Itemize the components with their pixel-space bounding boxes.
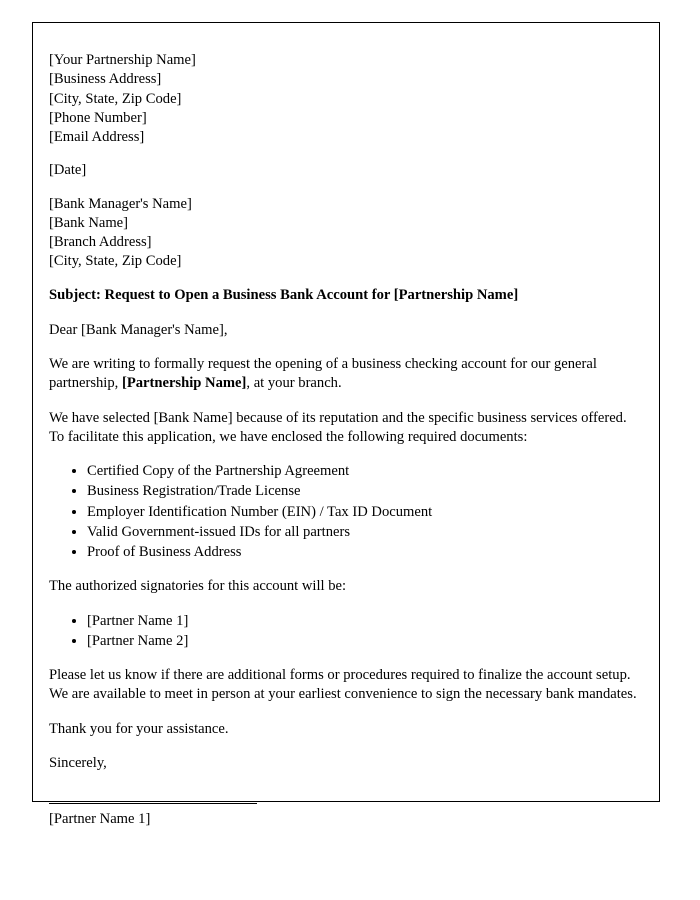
list-item: • Proof of Business Address <box>87 543 637 562</box>
sender-address-block <box>49 51 637 147</box>
closing-line: Sincerely, <box>49 754 107 771</box>
signature-name: [Partner Name 1] <box>49 811 151 827</box>
sender-line: [Your Partnership Name] <box>49 52 196 68</box>
paragraph-request <box>49 355 637 394</box>
signatories-list <box>49 612 637 652</box>
date-line: [Date] <box>49 162 87 179</box>
partnership-name-emphasis: [Partnership Name] <box>121 375 247 392</box>
paragraph-request-text-before: We are writing to formally request the opening of a business checking account for our general partnership, <box>49 356 597 392</box>
recipient-line: [Bank Name] <box>49 214 129 231</box>
date-block <box>49 161 637 180</box>
sender-line: [Business Address] <box>49 71 162 88</box>
signatories-intro: The authorized signatories for this account will be: <box>49 578 347 595</box>
paragraph-documents-intro: We have selected [Bank Name] because of its reputation and the specific business services offered. To facilitate this application, we have enclosed the following required documents: <box>49 409 627 445</box>
letter-body <box>49 51 637 827</box>
enclosed-documents-list <box>49 462 637 562</box>
recipient-line: [City, State, Zip Code] <box>49 253 182 270</box>
paragraph-request-text-after: , at your branch. <box>246 375 342 392</box>
letter-sheet <box>32 22 660 827</box>
list-item: • Business Registration/Trade License <box>87 482 637 501</box>
sender-line: [Email Address] <box>49 129 145 145</box>
list-item: • Valid Government-issued IDs for all partners <box>87 523 637 542</box>
salutation: Dear [Bank Manager's Name], <box>49 321 228 338</box>
sender-line: [City, State, Zip Code] <box>49 90 182 107</box>
recipient-line: [Branch Address] <box>49 234 152 250</box>
recipient-line: [Bank Manager's Name] <box>49 195 192 212</box>
sender-line: [Phone Number] <box>49 109 147 126</box>
list-item: • Certified Copy of the Partnership Agreement <box>87 462 637 481</box>
list-item: • [Partner Name 1] <box>87 612 637 631</box>
thanks-line: Thank you for your assistance. <box>49 720 229 737</box>
paragraph-closing-request: Please let us know if there are additional forms or procedures required to finalize the account setup. We are available to meet in person at your earliest convenience to sign the necessary bank mandates. <box>49 667 637 703</box>
list-item: • Employer Identification Number (EIN) / Tax ID Document <box>87 503 637 522</box>
list-item: • [Partner Name 2] <box>87 632 637 651</box>
signature-rule <box>49 803 257 804</box>
subject-line: Subject: Request to Open a Business Bank Account for [Partnership Name] <box>49 286 519 303</box>
recipient-address-block <box>49 195 637 272</box>
